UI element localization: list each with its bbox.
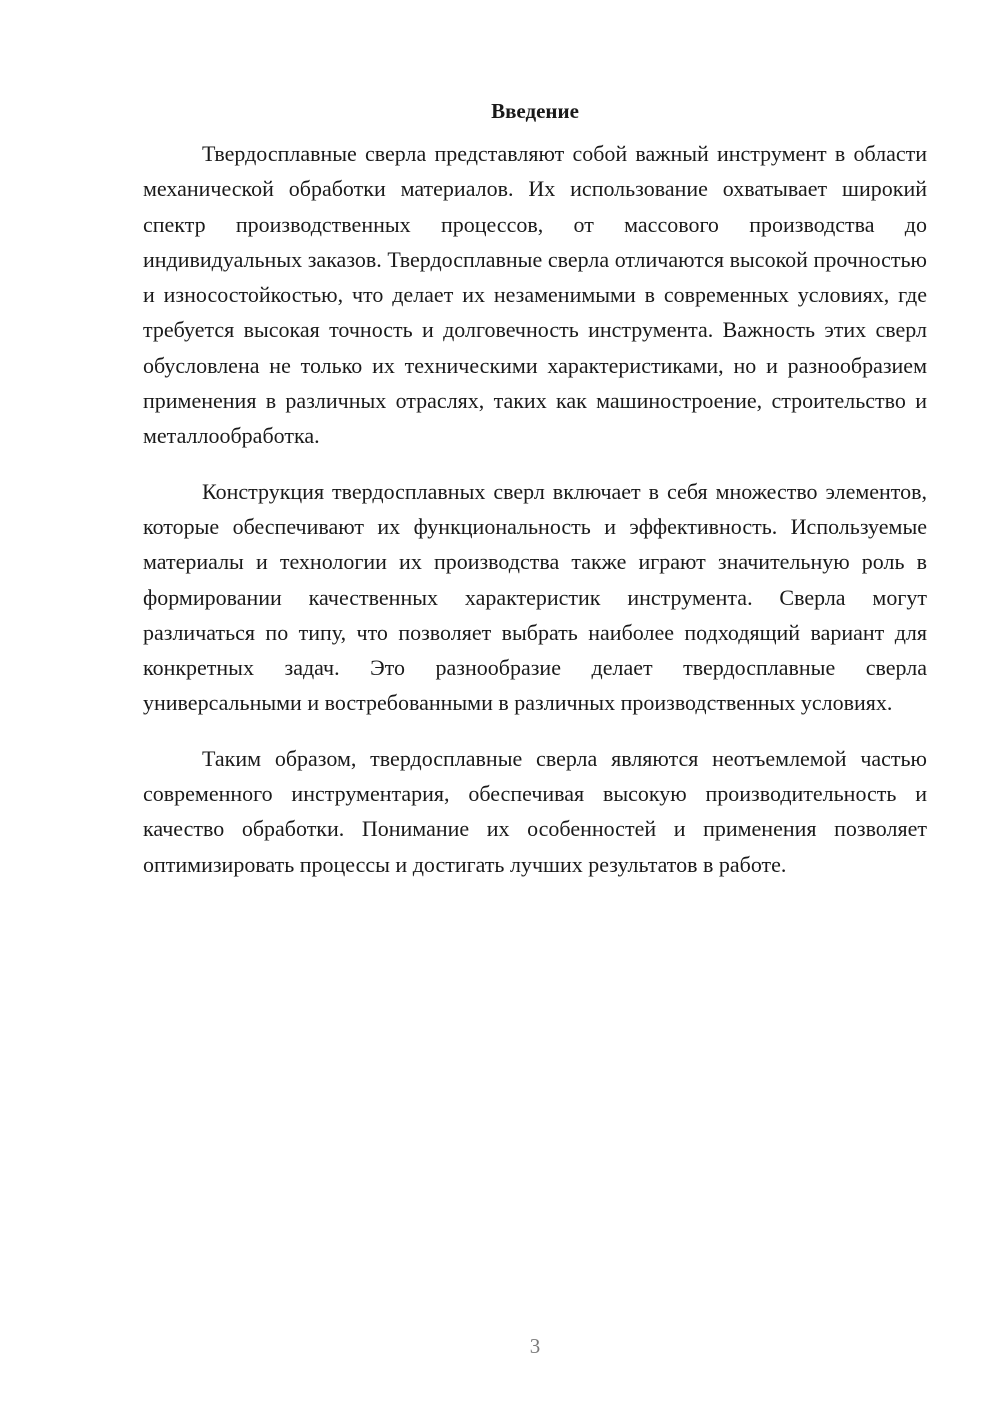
section-heading: Введение	[491, 99, 579, 123]
page-number: 3	[529, 1334, 541, 1358]
paragraph-2: Конструкция твердосплавных сверл включает в себя множество элементов, которые обеспечивают их функциональность и эффективность. Используемые материалы и технологии их производства также играют значительную роль в формировании качественных характеристик инструмента. Сверла могут различаться по типу, что позволяет выбрать наиболее подходящий вариант для конкретных задач. Это разнообразие делает твердосплавные сверла универсальными и востребованными в различных производственных условиях.	[143, 478, 927, 716]
paragraph-1: Твердосплавные сверла представляют собой важный инструмент в области механической обработки материалов. Их использование охватывает широкий спектр производственных процессов, от массового производства до индивидуальных заказов. Твердосплавные сверла отличаются высокой прочностью и износостойкостью, что делает их незаменимыми в современных условиях, где требуется высокая точность и долговечность инструмента. Важность этих сверл обусловлена не только их техническими характеристиками, но и разнообразием применения в различных отраслях, таких как машиностроение, строительство и металлообработка.	[143, 141, 927, 449]
page-content	[143, 96, 927, 902]
paragraph-3: Таким образом, твердосплавные сверла являются неотъемлемой частью современного инструментария, обеспечивая высокую производительность и качество обработки. Понимание их особенностей и применения позволяет оптимизировать процессы и достигать лучших результатов в работе.	[143, 745, 927, 877]
